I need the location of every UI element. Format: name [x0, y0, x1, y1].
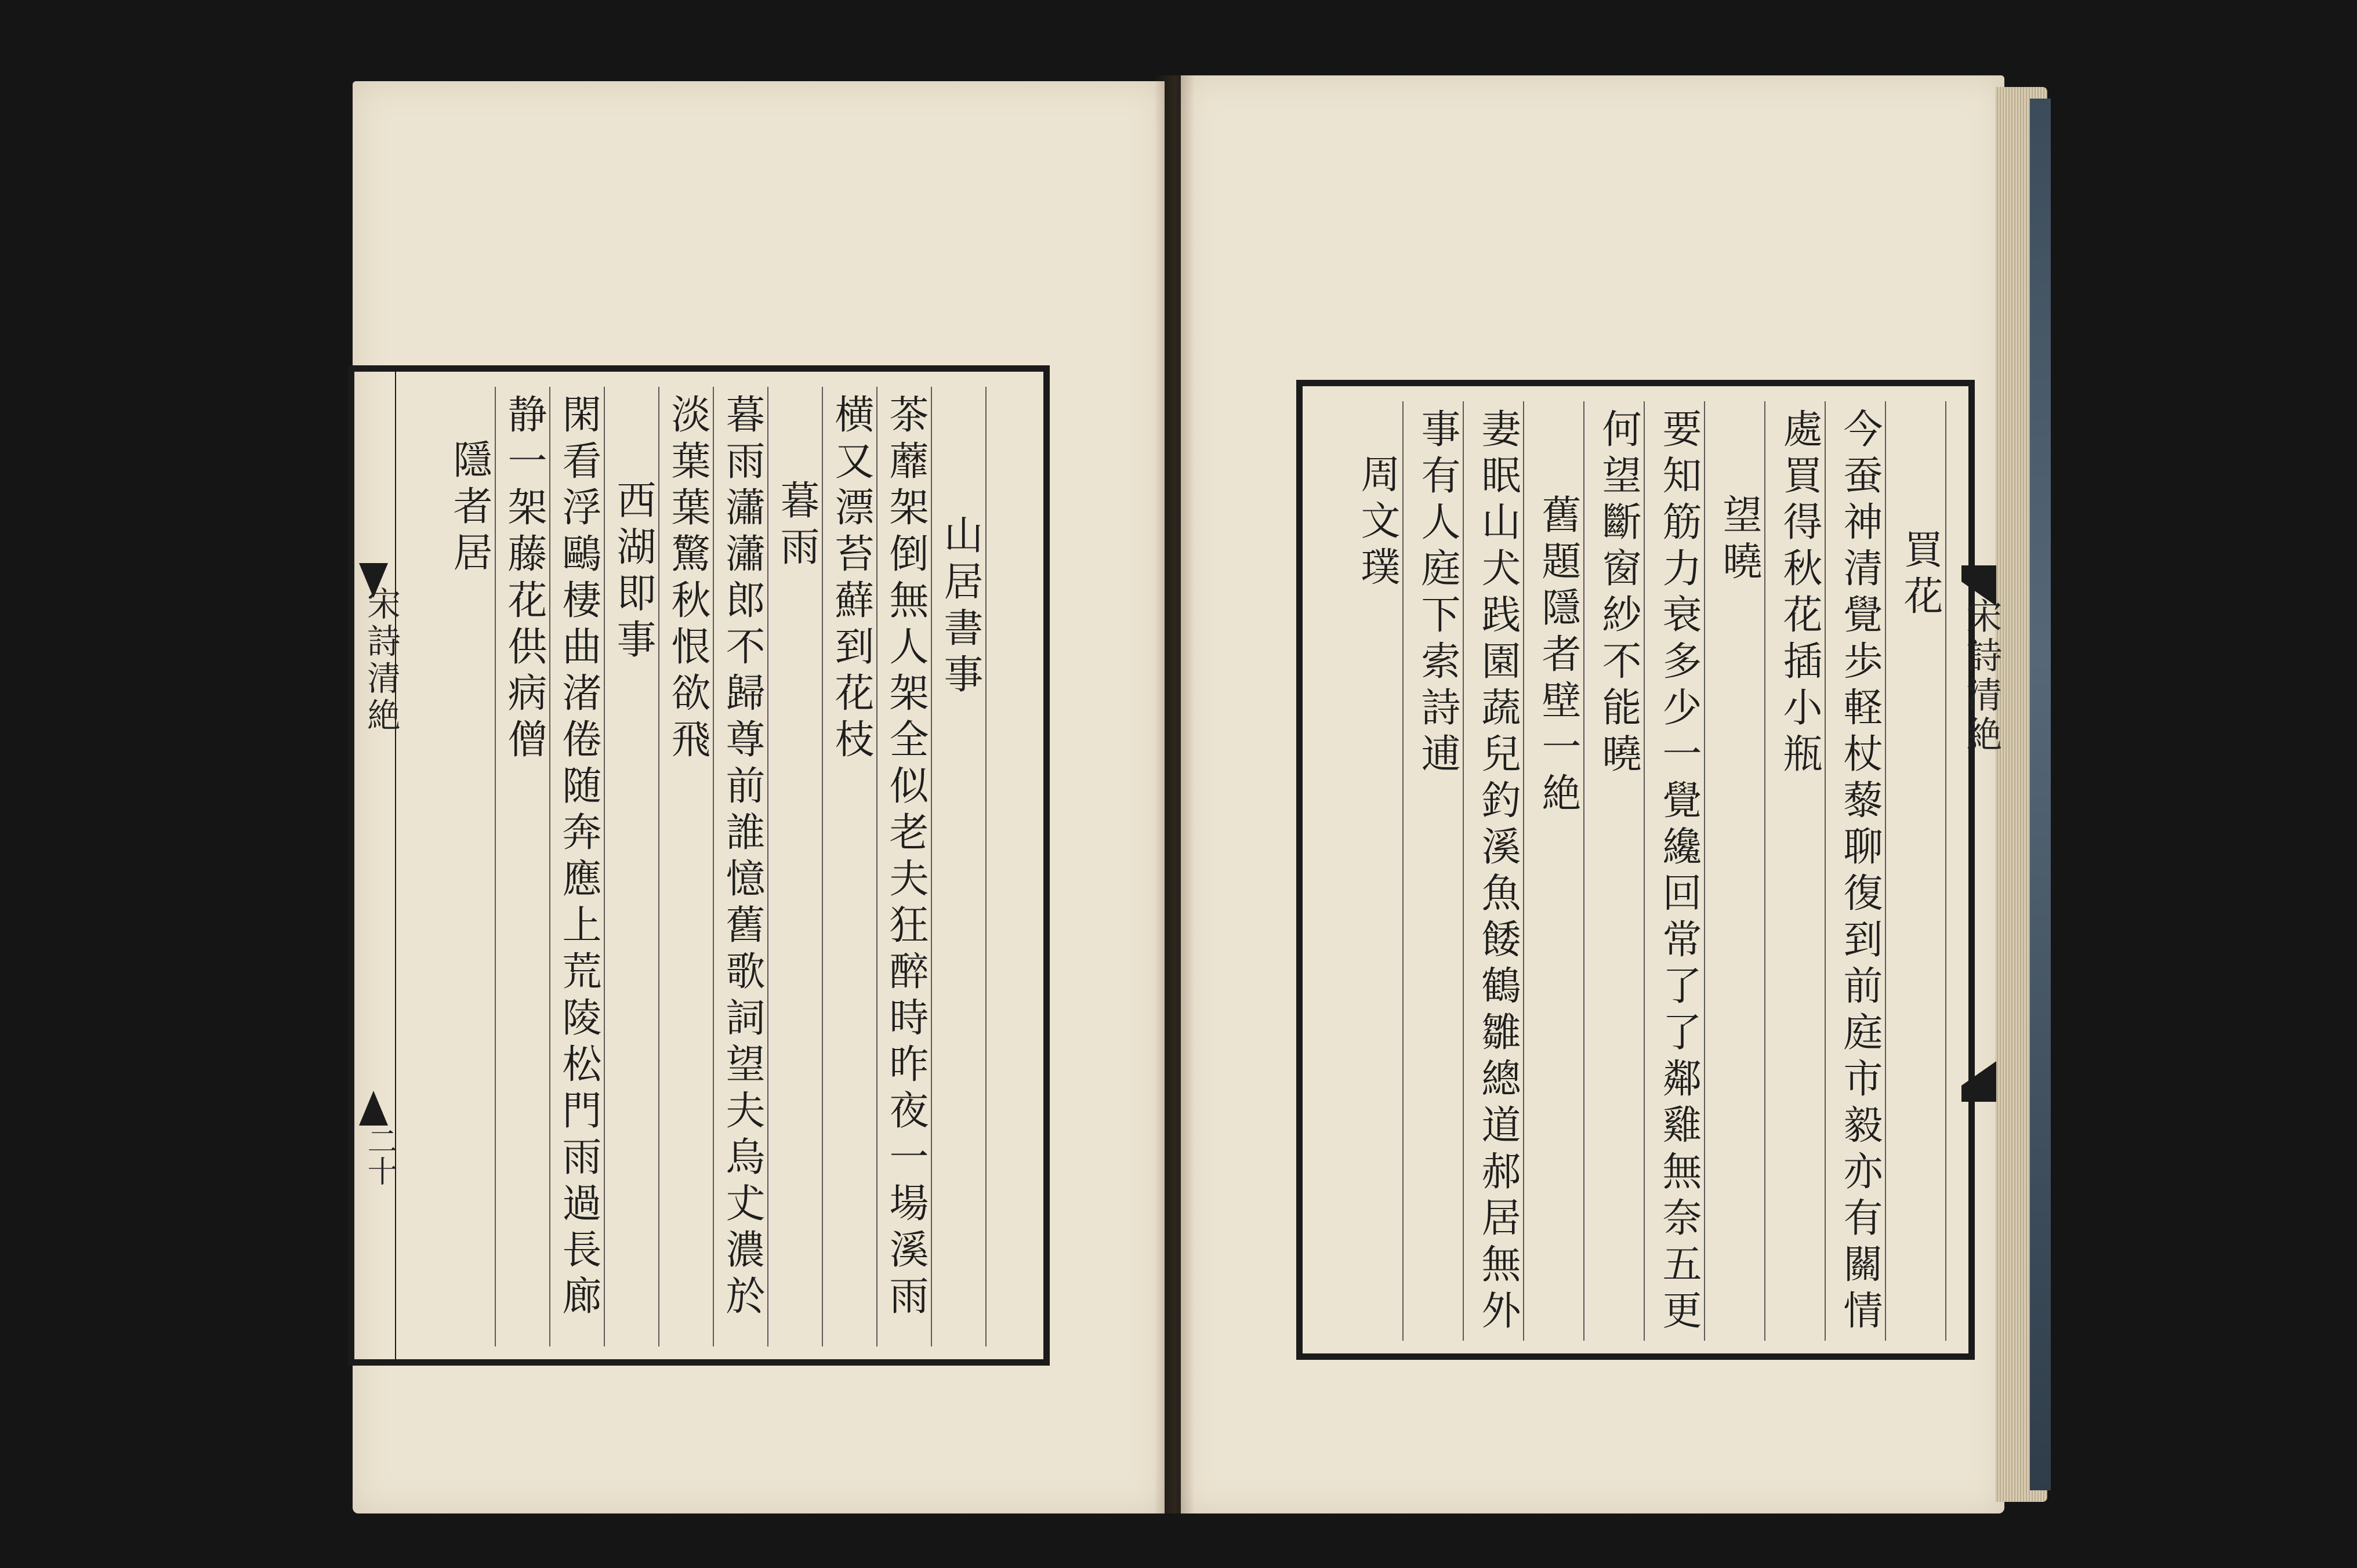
text-column	[771, 387, 823, 1346]
column-text: 淡葉葉驚秋恨欲飛	[665, 394, 710, 765]
right-margin-title: 宋詩清絶	[1960, 597, 2003, 755]
column-text: 暮雨	[774, 480, 819, 572]
fish-tail-mark	[359, 1091, 388, 1126]
text-column	[1472, 401, 1524, 1341]
text-column	[498, 387, 550, 1346]
column-text: 今蚕神清覺歩軽杖藜聊復到前庭市毅亦有關情	[1837, 408, 1883, 1336]
column-text: 舊題隱者壁一絶	[1535, 494, 1581, 819]
text-column	[1774, 401, 1826, 1341]
column-text: 事有人庭下索詩逋	[1415, 408, 1460, 779]
left-text-frame	[348, 365, 1050, 1366]
text-column	[825, 387, 877, 1346]
left-margin-title: 宋詩清絶	[361, 586, 401, 735]
text-column	[444, 387, 496, 1346]
book-gutter	[1154, 75, 1195, 1513]
text-column	[1653, 401, 1705, 1341]
column-text: 處買得秋花插小瓶	[1776, 408, 1822, 779]
column-text: 西湖即事	[610, 480, 656, 665]
text-column	[716, 387, 768, 1346]
text-column	[1351, 401, 1404, 1341]
column-text: 暮雨瀟瀟郎不歸尊前誰憶舊歌詞望夫烏𠀋濃於	[719, 394, 765, 1322]
column-text: 隱者居	[447, 439, 492, 578]
text-column	[934, 387, 987, 1346]
column-text: 望曉	[1716, 494, 1762, 587]
text-column	[1894, 401, 1946, 1341]
column-text: 買花	[1897, 529, 1943, 622]
text-column	[1834, 401, 1886, 1341]
column-text: 閑看浮鷗棲曲渚倦随奔應上荒陵松門雨過長廊	[556, 394, 601, 1322]
text-column	[1412, 401, 1464, 1341]
text-column	[880, 387, 932, 1346]
column-text: 茶蘼架倒無人架全似老夫狂醉時昨夜一場溪雨	[883, 394, 929, 1322]
text-column	[553, 387, 605, 1346]
folio-number: 二十	[362, 1126, 397, 1186]
column-text: 周文璞	[1354, 453, 1400, 593]
text-column	[1532, 401, 1584, 1341]
column-text: 静一架藤花供病僧	[501, 394, 547, 765]
text-column	[607, 387, 659, 1346]
column-text: 山居書事	[937, 514, 983, 700]
cover-edge	[2030, 99, 2051, 1490]
text-column	[662, 387, 714, 1346]
column-text: 何望斷窗紗不能曉	[1595, 408, 1641, 779]
text-column	[389, 387, 440, 1346]
right-text-frame	[1296, 380, 1975, 1360]
column-text: 横又漂苔蘚到花枝	[828, 394, 874, 765]
column-text: 要知筋力衰多少一覺纔回常了了鄰雞無奈五更	[1656, 408, 1702, 1336]
text-column	[1713, 401, 1765, 1341]
text-column	[1291, 401, 1342, 1341]
column-text: 妻眠山犬践園蔬兒釣溪魚餧鶴雛總道郝居無外	[1475, 408, 1521, 1336]
text-column	[1593, 401, 1645, 1341]
